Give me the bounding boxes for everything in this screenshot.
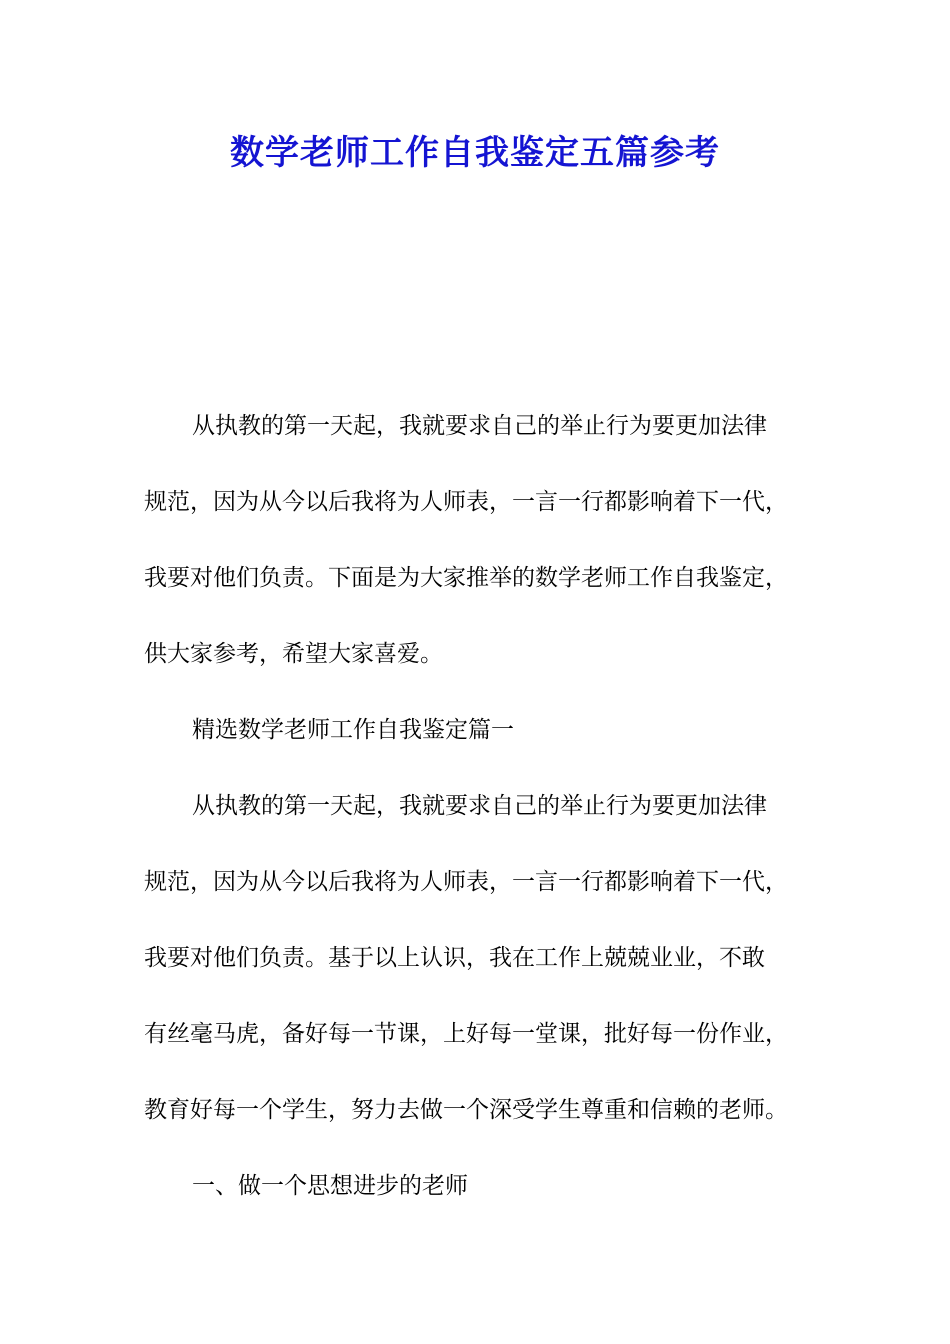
section-line-5: 教育好每一个学生，努力去做一个深受学生尊重和信赖的老师。 <box>144 1097 788 1123</box>
section-heading: 精选数学老师工作自我鉴定篇一 <box>192 717 514 743</box>
subheading: 一、做一个思想进步的老师 <box>192 1173 468 1199</box>
intro-line-1: 从执教的第一天起，我就要求自己的举止行为要更加法律 <box>192 413 767 439</box>
section-line-4: 有丝毫马虎，备好每一节课，上好每一堂课，批好每一份作业， <box>144 1021 788 1047</box>
intro-line-4: 供大家参考，希望大家喜爱。 <box>144 641 443 667</box>
intro-line-2: 规范，因为从今以后我将为人师表，一言一行都影响着下一代， <box>144 489 788 515</box>
document-title: 数学老师工作自我鉴定五篇参考 <box>230 133 720 173</box>
section-line-2: 规范，因为从今以后我将为人师表，一言一行都影响着下一代， <box>144 869 788 895</box>
section-line-3: 我要对他们负责。基于以上认识，我在工作上兢兢业业，不敢 <box>144 945 765 971</box>
section-line-1: 从执教的第一天起，我就要求自己的举止行为要更加法律 <box>192 793 767 819</box>
intro-line-3: 我要对他们负责。下面是为大家推举的数学老师工作自我鉴定， <box>144 565 788 591</box>
